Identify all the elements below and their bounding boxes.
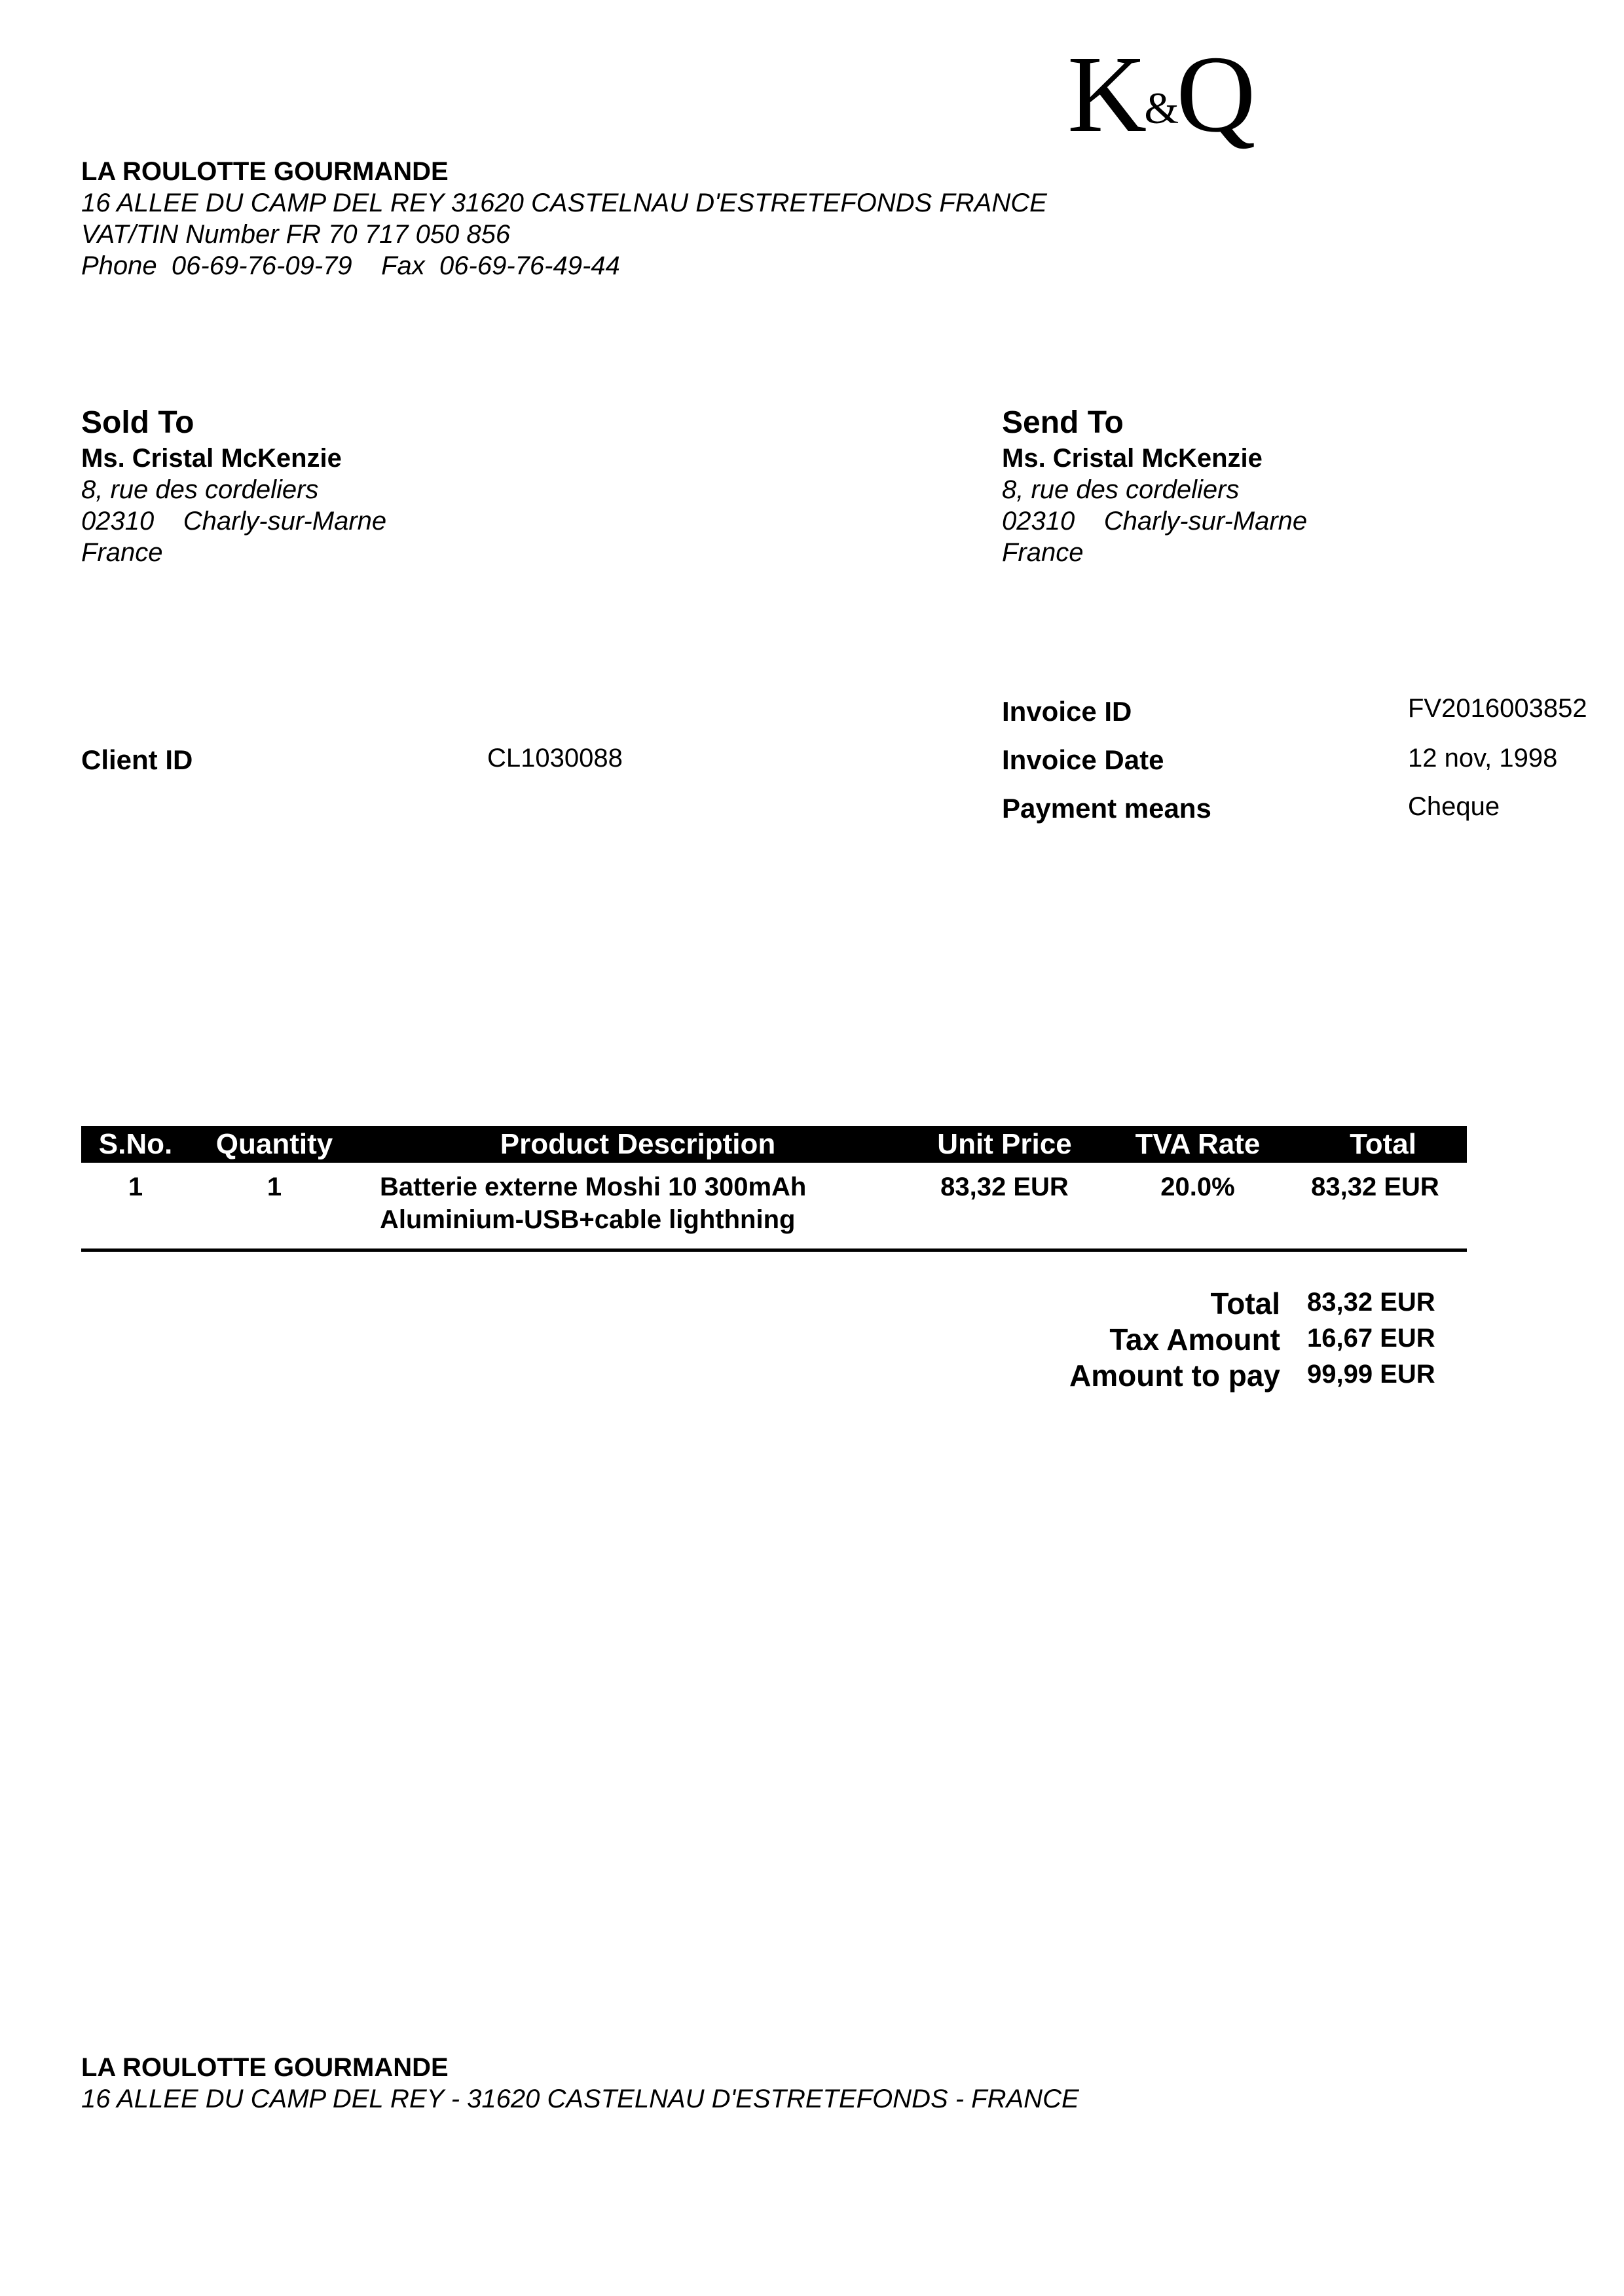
client-id-label: Client ID <box>81 744 193 775</box>
sold-to-street: 8, rue des cordeliers <box>81 475 319 504</box>
header-tva-rate: TVA Rate <box>1135 1128 1261 1160</box>
payment-means-label: Payment means <box>1002 793 1211 824</box>
send-to-city-line <box>1002 505 1307 537</box>
tax-amount-label: Tax Amount <box>1109 1322 1280 1357</box>
table-bottom-rule <box>81 1248 1467 1252</box>
send-to-postcode: 02310 <box>1002 507 1075 536</box>
row-total: 83,32 EUR <box>1311 1173 1439 1201</box>
amount-to-pay-value: 99,99 EUR <box>1307 1360 1435 1389</box>
sold-to-name: Ms. Cristal McKenzie <box>81 444 342 473</box>
row-description-line2: Aluminium-USB+cable lighthning <box>380 1205 796 1234</box>
items-table-header <box>81 1126 1467 1163</box>
send-to-city: Charly-sur-Marne <box>1103 507 1308 536</box>
send-to-street: 8, rue des cordeliers <box>1002 475 1240 504</box>
sold-to-city-line <box>81 505 386 537</box>
footer-company-name: LA ROULOTTE GOURMANDE <box>81 2053 449 2082</box>
tax-amount-value: 16,67 EUR <box>1307 1324 1435 1353</box>
header-sno: S.No. <box>98 1128 173 1160</box>
row-unit-price: 83,32 EUR <box>940 1173 1069 1201</box>
header-quantity: Quantity <box>215 1128 333 1160</box>
send-to-heading: Send To <box>1002 405 1124 440</box>
sold-to-heading: Sold To <box>81 405 194 440</box>
sold-to-city: Charly-sur-Marne <box>183 507 387 536</box>
phone-value: 06-69-76-09-79 <box>171 251 352 280</box>
fax-label: Fax <box>381 251 425 280</box>
row-tva-rate: 20.0% <box>1160 1173 1235 1201</box>
row-description-line1: Batterie externe Moshi 10 300mAh <box>380 1173 807 1201</box>
logo-letter-k: K <box>1067 33 1146 155</box>
payment-means-value: Cheque <box>1408 792 1500 821</box>
logo-letter-q: Q <box>1176 33 1255 155</box>
footer-address: 16 ALLEE DU CAMP DEL REY - 31620 CASTELNAU D'ESTRETEFONDS - FRANCE <box>81 2085 1079 2113</box>
seller-vat <box>81 219 510 250</box>
invoice-date-label: Invoice Date <box>1002 744 1164 775</box>
company-logo <box>1067 33 1255 155</box>
phone-label: Phone <box>81 251 157 280</box>
logo-ampersand: & <box>1144 83 1178 133</box>
sold-to-postcode: 02310 <box>81 507 155 536</box>
invoice-id-label: Invoice ID <box>1002 696 1132 727</box>
client-id-value: CL1030088 <box>487 744 623 773</box>
row-sno: 1 <box>128 1173 143 1201</box>
invoice-id-value: FV2016003852 <box>1408 694 1587 723</box>
seller-address: 16 ALLEE DU CAMP DEL REY 31620 CASTELNAU D'ESTRETEFONDS FRANCE <box>81 189 1047 217</box>
invoice-date-value: 12 nov, 1998 <box>1408 744 1558 773</box>
send-to-name: Ms. Cristal McKenzie <box>1002 444 1263 473</box>
header-product-description: Product Description <box>500 1128 776 1160</box>
row-quantity: 1 <box>267 1173 282 1201</box>
seller-name: LA ROULOTTE GOURMANDE <box>81 157 449 186</box>
total-label: Total <box>1210 1286 1280 1321</box>
vat-label: VAT/TIN Number <box>81 220 279 249</box>
sold-to-country: France <box>81 538 163 567</box>
vat-value: FR 70 717 050 856 <box>286 220 511 249</box>
header-total: Total <box>1350 1128 1416 1160</box>
send-to-country: France <box>1002 538 1084 567</box>
header-unit-price: Unit Price <box>937 1128 1072 1160</box>
total-value: 83,32 EUR <box>1307 1288 1435 1317</box>
amount-to-pay-label: Amount to pay <box>1069 1358 1280 1393</box>
seller-contact <box>81 250 620 282</box>
fax-value: 06-69-76-49-44 <box>439 251 620 280</box>
